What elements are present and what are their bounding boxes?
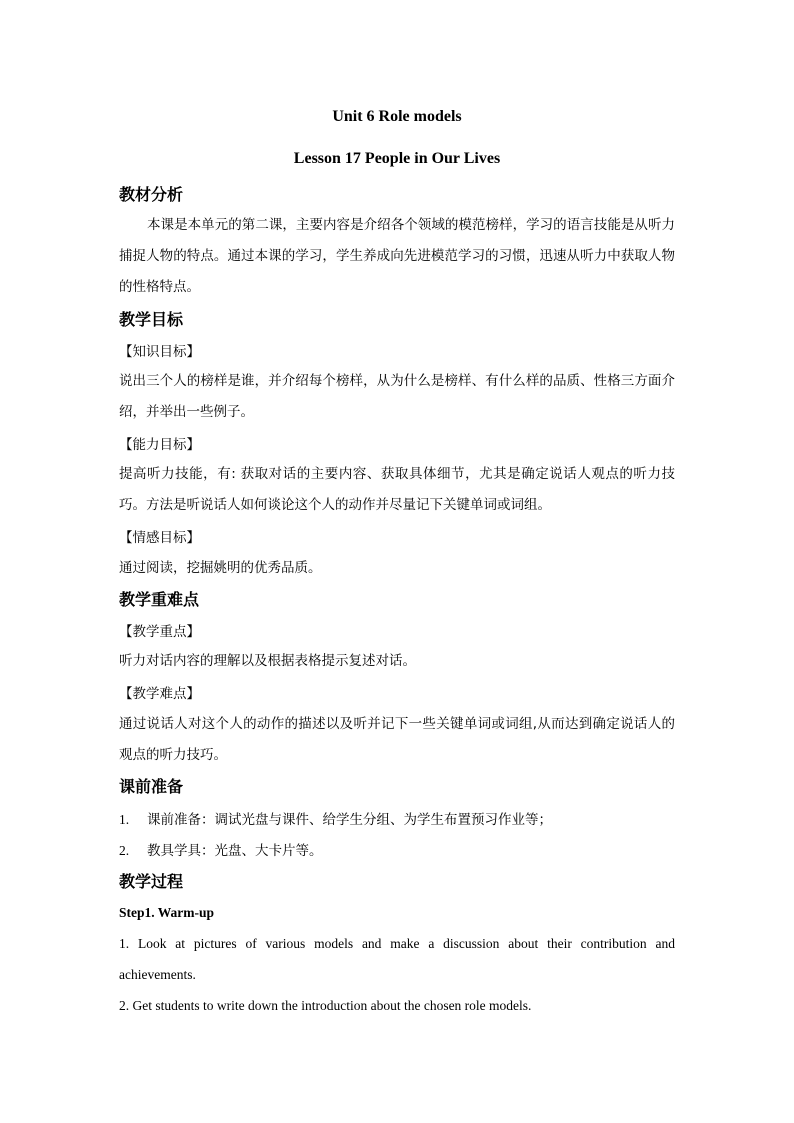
list-item [119,842,675,860]
step1-item-2: 2. Get students to write down the introduction about the chosen role models. [119,998,532,1013]
emotion-goal-text: 通过阅读，挖掘姚明的优秀品质。 [119,560,322,576]
list-item-number: 2. [119,843,130,858]
teaching-difficulty-label: 【教学难点】 [119,686,200,702]
teaching-focus-text: 听力对话内容的理解以及根据表格提示复述对话。 [119,653,416,669]
ability-goal-label: 【能力目标】 [119,437,200,453]
teaching-focus-label: 【教学重点】 [119,624,200,640]
unit-title: Unit 6 Role models [332,108,462,125]
emotion-goal-label: 【情感目标】 [119,530,200,546]
list-item-text: 教具学具：光盘、大卡片等。 [147,843,323,859]
section-heading-process: 教学过程 [119,872,184,891]
list-item-text: 课前准备：调试光盘与课件、给学生分组、为学生布置预习作业等； [147,812,552,828]
section-heading-key-points: 教学重难点 [119,590,200,609]
section-heading-preparation: 课前准备 [119,777,184,796]
lesson-title: Lesson 17 People in Our Lives [293,150,501,167]
section-heading-material-analysis: 教材分析 [119,185,184,204]
step1-item-1: 1. Look at pictures of various models and make a discussion about their contribution and achievements. [119,936,675,982]
material-analysis-text: 本课是本单元的第二课，主要内容是介绍各个领域的模范榜样，学习的语言技能是从听力捕捉人物的特点。通过本课的学习，学生养成向先进模范学习的习惯，迅速从听力中获取人物的性格特点。 [119,217,675,295]
ability-goal-text: 提高听力技能，有: 获取对话的主要内容、获取具体细节，尤其是确定说话人观点的听力技巧。方法是听说话人如何谈论这个人的动作并尽量记下关键单词或词组。 [119,466,675,513]
section-heading-teaching-goals: 教学目标 [119,310,184,329]
teaching-difficulty-text: 通过说话人对这个人的动作的描述以及听并记下一些关键单词或词组,从而达到确定说话人的观点的听力技巧。 [119,716,675,763]
list-item-number: 1. [119,812,130,827]
step1-heading: Step1. Warm-up [119,905,215,920]
knowledge-goal-label: 【知识目标】 [119,344,200,360]
knowledge-goal-text: 说出三个人的榜样是谁，并介绍每个榜样，从为什么是榜样、有什么样的品质、性格三方面介绍，并举出一些例子。 [119,373,675,420]
list-item [119,811,675,829]
